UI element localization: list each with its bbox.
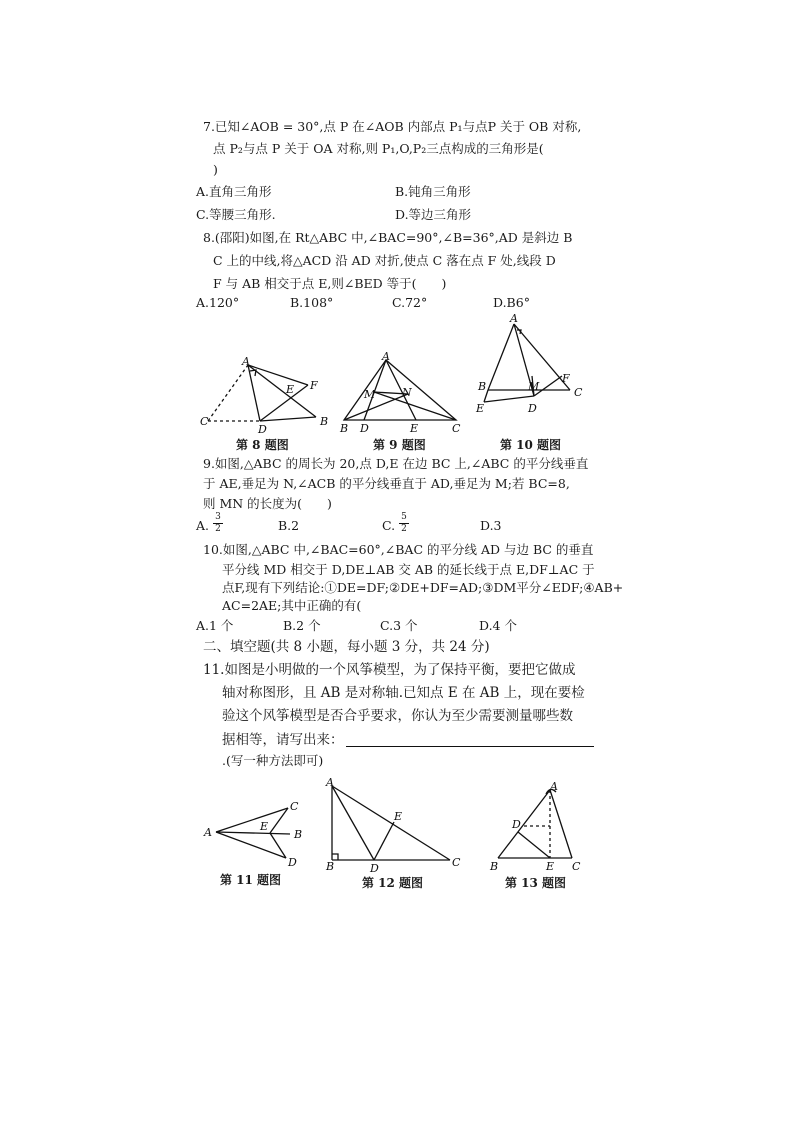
q9-line3: 则 MN 的长度为( ): [203, 496, 332, 511]
fig12-label-d: D: [370, 862, 379, 875]
fig10-label-a: A: [510, 312, 518, 325]
q11-line5: .(写一种方法即可): [222, 753, 324, 768]
q8-line1: 8.(邵阳)如图,在 Rt△ABC 中,∠BAC=90°,∠B=36°,AD 是斜边 B: [203, 230, 573, 245]
q7-option-a: A.直角三角形: [196, 184, 272, 199]
fig9-label-a: A: [382, 350, 390, 363]
fig9-label-d: D: [360, 422, 369, 435]
figure-13: [488, 780, 588, 872]
q7-option-d: D.等边三角形: [395, 207, 472, 222]
fig13-label-a: A: [550, 780, 558, 793]
figure-12: [322, 776, 467, 875]
q10-option-b: B.2 个: [283, 618, 321, 633]
fig11-label-b: B: [294, 828, 303, 841]
q9-option-a: A.: [196, 518, 210, 533]
q9-option-c: C.: [382, 518, 396, 533]
fig8-label-e: E: [286, 383, 295, 396]
caption-fig-10: 第 10 题图: [500, 438, 562, 452]
q9-line1: 9.如图,△ABC 的周长为 20,点 D,E 在边 BC 上,∠ABC 的平分线垂直: [203, 456, 589, 471]
q8-line3: F 与 AB 相交于点 E,则∠BED 等于( ): [213, 276, 447, 291]
q7-option-c: C.等腰三角形.: [196, 207, 276, 222]
fig9-label-m: M: [364, 388, 376, 401]
fig12-label-c: C: [452, 856, 461, 869]
fig11-label-c: C: [290, 800, 299, 813]
fig13-label-e: E: [546, 860, 555, 873]
q8-option-a: A.120°: [196, 295, 240, 310]
q8-option-b: B.108°: [290, 295, 334, 310]
q7-line1: 7.已知∠AOB = 30°,点 P 在∠AOB 内部点 P₁与点P 关于 OB 对称,: [203, 119, 582, 134]
fig10-label-b: B: [478, 380, 487, 393]
fig9-label-b: B: [340, 422, 349, 435]
q11-line1: 11.如图是小明做的一个风筝模型，为了保持平衡，要把它做成: [203, 662, 576, 678]
q9-option-a-fraction: 3 2: [213, 513, 223, 534]
q8-option-d: D.B6°: [493, 295, 530, 310]
fig12-label-e: E: [394, 810, 403, 823]
fig13-label-d: D: [512, 818, 521, 831]
q7-line3: ): [213, 162, 218, 177]
section-2-title: 二、填空题(共 8 小题，每小题 3 分，共 24 分): [203, 639, 490, 655]
fig11-label-e: E: [260, 820, 269, 833]
figure-8: [198, 355, 333, 435]
figure-9: [336, 350, 466, 435]
fig9-label-n: N: [402, 386, 412, 399]
figure-11: [200, 796, 310, 868]
q7-line2: 点 P₂与点 P 关于 OA 对称,则 P₁,O,P₂三点构成的三角形是(: [213, 141, 544, 156]
fig10-label-c: C: [574, 386, 583, 399]
fig8-label-b: B: [320, 415, 329, 428]
q10-option-d: D.4 个: [479, 618, 517, 633]
q11-line2: 轴对称图形，且 AB 是对称轴.已知点 E 在 AB 上，现在要检: [222, 685, 585, 701]
fig10-label-e: E: [476, 402, 485, 415]
q8-option-c: C.72°: [392, 295, 428, 310]
fig13-label-c: C: [572, 860, 581, 873]
fig8-label-f: F: [310, 379, 318, 392]
q9-line2: 于 AE,垂足为 N,∠ACB 的平分线垂直于 AD,垂足为 M;若 BC=8,: [203, 476, 570, 491]
q8-line2: C 上的中线,将△ACD 沿 AD 对折,使点 C 落在点 F 处,线段 D: [213, 253, 556, 268]
fig10-label-f: F: [562, 372, 570, 385]
fig10-label-d: D: [528, 402, 537, 415]
fig8-label-c: C: [200, 415, 209, 428]
fig10-label-m: M: [528, 380, 540, 393]
q10-option-c: C.3 个: [380, 618, 418, 633]
q10-line4: AC=2AE;其中正确的有(: [222, 598, 362, 613]
caption-fig-13: 第 13 题图: [505, 876, 567, 890]
q9-option-d: D.3: [480, 518, 502, 533]
q11-line4: 据相等，请写出来：: [222, 732, 344, 748]
caption-fig-11: 第 11 题图: [220, 873, 282, 887]
fig8-label-a: A: [242, 355, 250, 368]
q9-option-b: B.2: [278, 518, 300, 533]
figure-10: [474, 312, 584, 434]
q10-line1: 10.如图,△ABC 中,∠BAC=60°,∠BAC 的平分线 AD 与边 BC 的垂直: [203, 542, 594, 557]
fig12-label-b: B: [326, 860, 335, 873]
fig11-label-d: D: [288, 856, 297, 869]
caption-fig-8: 第 8 题图: [236, 438, 289, 452]
q7-option-b: B.钝角三角形: [395, 184, 471, 199]
fig12-label-a: A: [326, 776, 334, 789]
caption-fig-12: 第 12 题图: [362, 876, 424, 890]
fig9-label-e: E: [410, 422, 419, 435]
fig9-label-c: C: [452, 422, 461, 435]
fig8-label-d: D: [258, 423, 267, 436]
q9-option-c-fraction: 5 2: [399, 513, 409, 534]
q10-line2: 平分线 MD 相交于 D,DE⊥AB 交 AB 的延长线于点 E,DF⊥AC 于: [222, 562, 595, 577]
q10-option-a: A.1 个: [196, 618, 234, 633]
fig13-label-b: B: [490, 860, 499, 873]
q11-line3: 验这个风筝模型是否合乎要求，你认为至少需要测量哪些数: [222, 708, 573, 724]
fig11-label-a: A: [204, 826, 212, 839]
q10-line3: 点F,现有下列结论:①DE=DF;②DE+DF=AD;③DM平分∠EDF;④AB+: [222, 580, 624, 595]
q11-answer-blank[interactable]: [346, 745, 594, 747]
caption-fig-9: 第 9 题图: [373, 438, 426, 452]
